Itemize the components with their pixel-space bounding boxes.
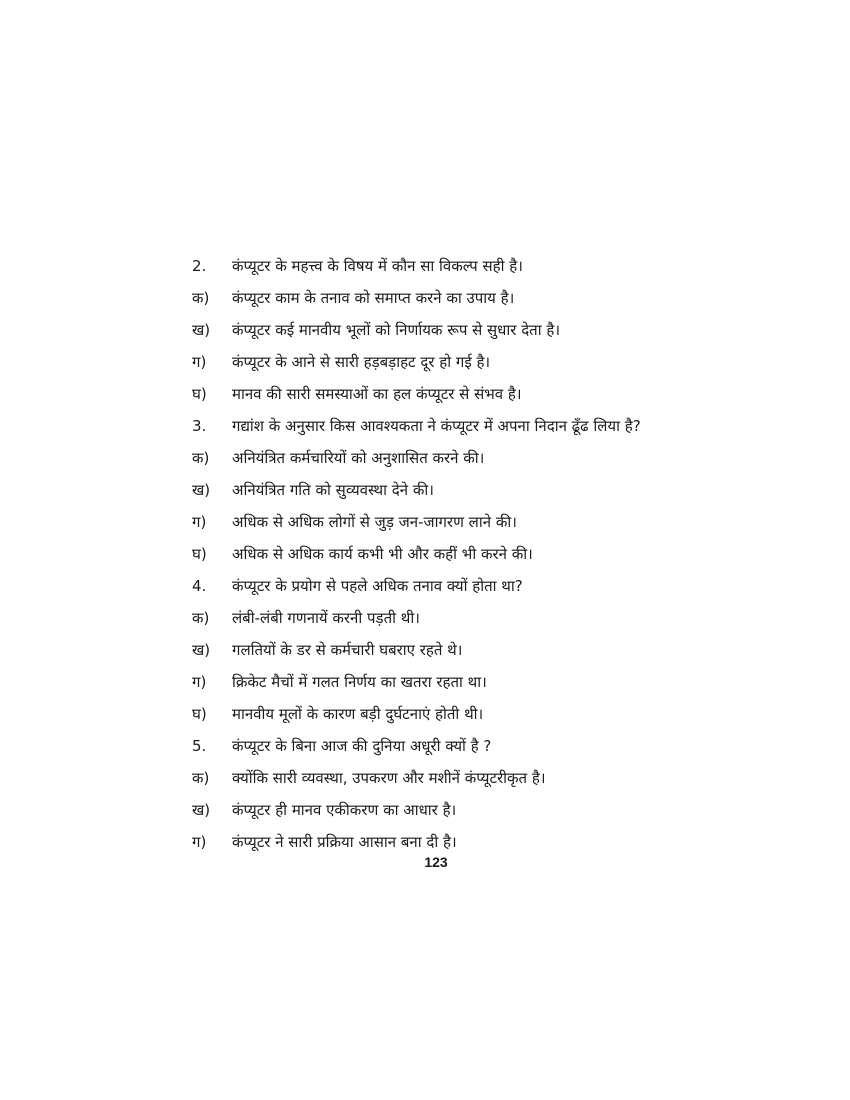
line-marker: क) (192, 289, 210, 307)
option-line (192, 282, 812, 314)
line-text: क्रिकेट मैचों में गलत निर्णय का खतरा रहता था। (232, 673, 487, 691)
line-marker: 3. (192, 417, 207, 435)
line-marker: ग) (192, 513, 207, 531)
line-marker: 2. (192, 257, 207, 275)
page-number: 123 (424, 854, 448, 870)
question-line (192, 410, 812, 442)
line-marker: ख) (192, 801, 211, 819)
option-line (192, 634, 812, 666)
line-text: कंप्यूटर के प्रयोग से पहले अधिक तनाव क्यों होता था? (232, 577, 523, 595)
option-line (192, 442, 812, 474)
line-text: कंप्यूटर ही मानव एकीकरण का आधार है। (232, 801, 457, 819)
line-marker: ग) (192, 673, 207, 691)
line-text: कंप्यूटर कई मानवीय भूलों को निर्णायक रूप से सुधार देता है। (232, 321, 561, 339)
option-line (192, 314, 812, 346)
question-line (192, 570, 812, 602)
line-marker: ग) (192, 833, 207, 851)
line-text: मानव की सारी समस्याओं का हल कंप्यूटर से संभव है। (232, 385, 522, 403)
line-marker: क) (192, 449, 210, 467)
line-marker: घ) (192, 385, 207, 403)
line-text: मानवीय मूलों के कारण बड़ी दुर्घटनाएं होती थी। (232, 705, 484, 723)
option-line (192, 538, 812, 570)
line-text: कंप्यूटर के महत्त्व के विषय में कौन सा विकल्प सही है। (232, 257, 523, 275)
option-line (192, 602, 812, 634)
line-marker: ग) (192, 353, 207, 371)
line-text: अधिक से अधिक लोगों से जुड़ जन-जागरण लाने की। (232, 513, 517, 531)
question-line (192, 250, 812, 282)
line-text: अधिक से अधिक कार्य कभी भी और कहीं भी करने की। (232, 545, 533, 563)
line-text: गलतियों के डर से कर्मचारी घबराए रहते थे। (232, 641, 463, 659)
line-text: कंप्यूटर ने सारी प्रक्रिया आसान बना दी है। (232, 833, 457, 851)
line-text: कंप्यूटर के आने से सारी हड़बड़ाहट दूर हो गई है। (232, 353, 491, 371)
option-line (192, 378, 812, 410)
option-line (192, 794, 812, 826)
line-marker: घ) (192, 705, 207, 723)
line-text: लंबी-लंबी गणनायें करनी पड़ती थी। (232, 609, 420, 627)
line-text: अनियंत्रित गति को सुव्यवस्था देने की। (232, 481, 434, 499)
line-marker: क) (192, 609, 210, 627)
option-line (192, 474, 812, 506)
line-marker: क) (192, 769, 210, 787)
line-text: क्योंकि सारी व्यवस्था, उपकरण और मशीनें कंप्यूटरीकृत है। (232, 769, 546, 787)
question-list (192, 250, 812, 858)
line-text: कंप्यूटर के बिना आज की दुनिया अधूरी क्यों है ? (232, 737, 492, 755)
line-marker: घ) (192, 545, 207, 563)
option-line (192, 666, 812, 698)
option-line (192, 698, 812, 730)
line-marker: ख) (192, 641, 211, 659)
line-marker: ख) (192, 481, 211, 499)
line-text: गद्यांश के अनुसार किस आवश्यकता ने कंप्यूटर में अपना निदान ढूँढ लिया है? (232, 417, 641, 435)
line-text: अनियंत्रित कर्मचारियों को अनुशासित करने की। (232, 449, 485, 467)
line-marker: 5. (192, 737, 207, 755)
option-line (192, 346, 812, 378)
option-line (192, 506, 812, 538)
line-text: कंप्यूटर काम के तनाव को समाप्त करने का उपाय है। (232, 289, 515, 307)
option-line (192, 762, 812, 794)
line-marker: ख) (192, 321, 211, 339)
question-line (192, 730, 812, 762)
line-marker: 4. (192, 577, 207, 595)
